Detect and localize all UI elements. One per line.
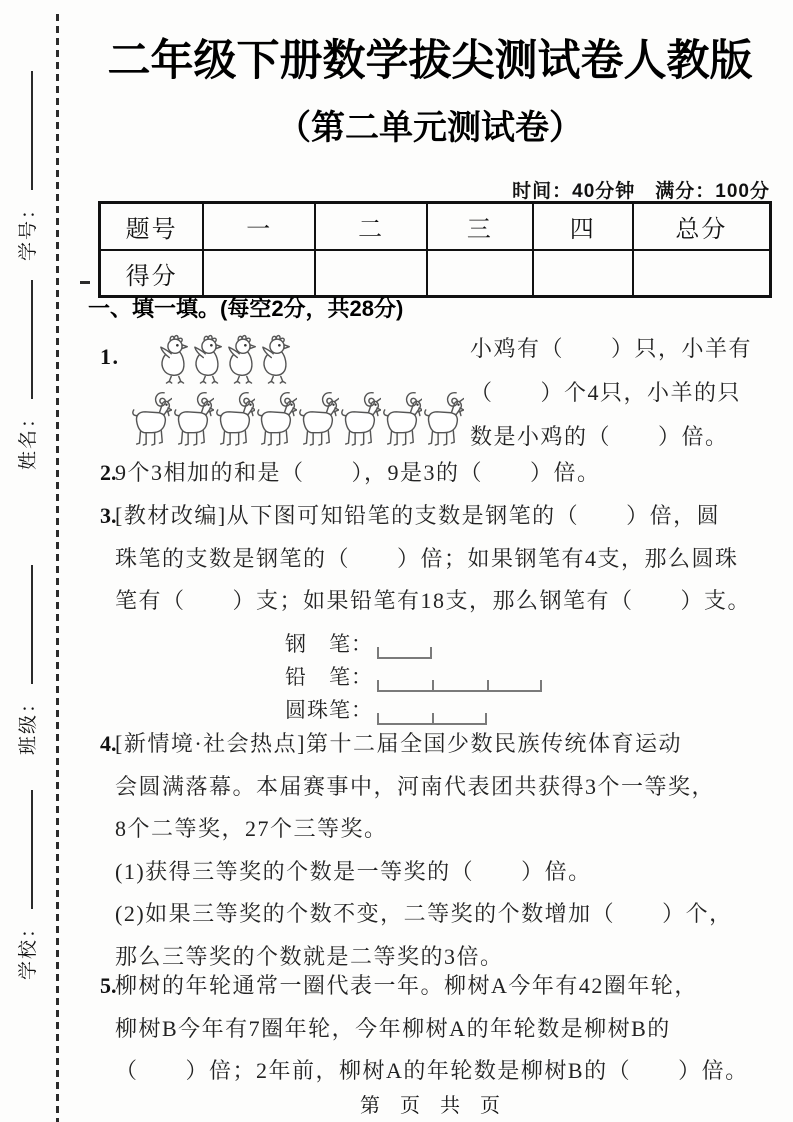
goat-row (130, 389, 464, 446)
ram-icon (297, 389, 339, 446)
score-row-label: 得分 (100, 250, 204, 297)
student-field-name-blank (19, 280, 33, 399)
score-table-header-cell: 三 (427, 203, 533, 251)
question-4 (88, 723, 772, 978)
pen-bar-tick (485, 713, 487, 723)
question-1-number: 1. (100, 344, 120, 369)
time-score-info: 时间：40分钟 满分：100分 (512, 181, 770, 202)
margin-dashed-line (56, 14, 59, 1122)
ram-icon (130, 389, 172, 446)
question-line: [教材改编]从下图可知铅笔的支数是钢笔的（ ）倍，圆 (115, 503, 721, 528)
pen-label: 圆珠笔： (285, 698, 373, 722)
question-2-number: 2. (100, 460, 117, 485)
question-line: 数是小鸡的（ ）倍。 (470, 424, 729, 449)
pen-bar-tick (487, 680, 489, 690)
student-field-name (13, 280, 39, 470)
student-field-number (13, 71, 39, 261)
score-table-header-cell: 题号 (100, 203, 204, 251)
chick-row (158, 333, 464, 384)
score-cell (315, 250, 427, 297)
pen-bar-tick (432, 713, 434, 723)
page-title: 二年级下册数学拔尖测试卷人教版 (107, 37, 753, 85)
question-1-pictures (130, 330, 464, 459)
question-line: 笔有（ ）支；如果铅笔有18支，那么钢笔有（ ）支。 (115, 588, 752, 613)
student-field-school-label: 学校： (17, 916, 39, 980)
question-line: 会圆满落幕。本届赛事中，河南代表团共获得3个一等奖， (115, 773, 716, 799)
pen-label: 铅 笔： (285, 665, 373, 689)
question-1-text (470, 327, 772, 459)
ram-icon (339, 389, 381, 446)
page-subtitle: （第二单元测试卷） (277, 109, 583, 147)
ram-icon (172, 389, 214, 446)
question-2 (88, 452, 772, 495)
pen-bar-tick (377, 680, 379, 690)
score-table-header-cell: 总分 (633, 203, 771, 251)
ram-icon (381, 389, 423, 446)
chick-icon (226, 333, 260, 384)
question-5-number: 5. (100, 973, 117, 998)
chick-icon (192, 333, 226, 384)
student-field-school-blank (19, 790, 33, 909)
question-line: （ ）个4只，小羊的只 (470, 380, 742, 405)
section-one-heading: 一、填一填。(每空2分，共28分) (88, 296, 404, 321)
question-line: （ ）倍；2年前，柳树A的年轮数是柳树B的（ ）倍。 (115, 1058, 749, 1083)
pen-bar-tick (377, 647, 379, 657)
chick-icon (260, 333, 294, 384)
student-field-class (13, 565, 39, 755)
paper-content (88, 0, 772, 1122)
question-5 (88, 965, 772, 1093)
question-3 (88, 495, 772, 732)
question-line: 9个3相加的和是（ ），9是3的（ ）倍。 (115, 460, 601, 485)
pen-bar-tick (540, 680, 542, 690)
question-line: (2)如果三等奖的个数不变，二等奖的个数增加（ ）个， (115, 901, 733, 926)
question-1 (88, 330, 772, 459)
question-line: 小鸡有（ ）只，小羊有 (470, 336, 753, 361)
chick-icon (158, 333, 192, 384)
student-field-school (13, 790, 39, 980)
score-table (98, 201, 772, 298)
score-cell (633, 250, 771, 297)
question-line: [新情境·社会热点]第十二届全国少数民族传统体育运动 (115, 731, 682, 756)
pen-bar-tick (432, 680, 434, 690)
pen-segment-bar (377, 678, 542, 692)
question-line: (1)获得三等奖的个数是一等奖的（ ）倍。 (115, 858, 592, 884)
question-4-number: 4. (100, 731, 117, 756)
question-line: 柳树B今年有7圈年轮，今年柳树A的年轮数是柳树B的 (115, 1015, 671, 1041)
score-cell (533, 250, 633, 297)
pen-diagram (285, 633, 772, 732)
pen-segment-bar (377, 645, 432, 659)
pen-bar-tick (430, 647, 432, 657)
score-table-header-row (100, 203, 771, 251)
ram-icon (214, 389, 256, 446)
score-table-header-cell: 二 (315, 203, 427, 251)
question-line: 柳树的年轮通常一圈代表一年。柳树A今年有42圈年轮， (115, 973, 698, 998)
page-footer: 第 页 共 页 (360, 1095, 500, 1117)
student-field-number-label: 学号： (17, 197, 39, 261)
score-table-header-cell: 一 (203, 203, 315, 251)
ram-icon (255, 389, 297, 446)
score-cell (427, 250, 533, 297)
score-table-header-cell: 四 (533, 203, 633, 251)
student-field-name-label: 姓名： (17, 406, 39, 470)
score-cell (203, 250, 315, 297)
question-3-number: 3. (100, 503, 117, 528)
question-line: 那么三等奖的个数就是二等奖的3倍。 (115, 943, 504, 969)
pen-bar-tick (377, 713, 379, 723)
student-field-number-blank (19, 71, 33, 190)
student-field-class-blank (19, 565, 33, 684)
pen-label: 钢 笔： (285, 632, 373, 656)
question-line: 珠笔的支数是钢笔的（ ）倍；如果钢笔有4支，那么圆珠 (115, 545, 739, 571)
score-table-score-row (100, 250, 771, 297)
student-field-class-label: 班级： (17, 691, 39, 755)
ram-icon (422, 389, 464, 446)
question-line: 8个二等奖，27个三等奖。 (115, 816, 388, 841)
